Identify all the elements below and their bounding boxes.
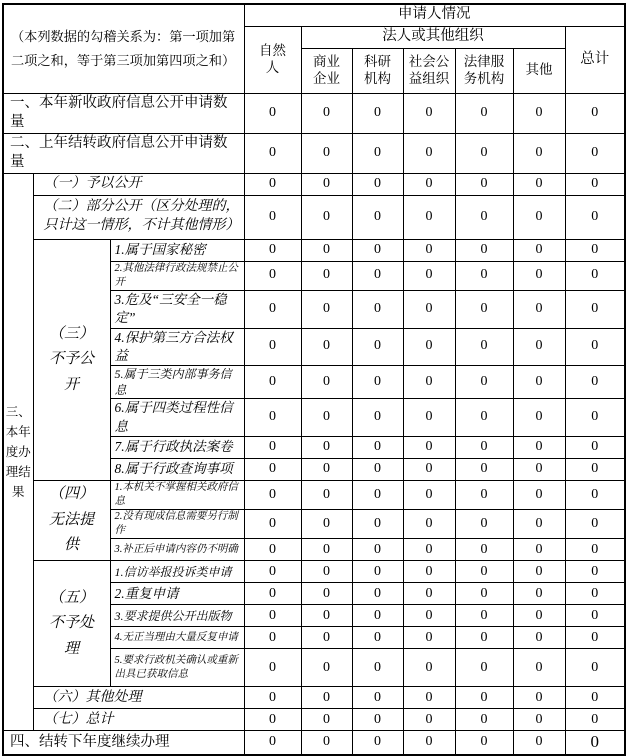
row-label-third-party-rights: 4.保护第三方合法权益 <box>110 328 244 365</box>
value-cell: 0 <box>352 195 403 239</box>
value-cell: 0 <box>455 436 513 458</box>
value-cell: 0 <box>244 399 301 436</box>
value-cell: 0 <box>565 195 625 239</box>
row-label-partially-disclosed: （二）部分公开（区分处理的，只计这一情形，不计其他情形） <box>33 195 244 239</box>
group-label-not-disclosed: （三）不予公开 <box>33 239 110 480</box>
value-cell: 0 <box>513 605 565 627</box>
value-cell: 0 <box>352 93 403 133</box>
value-cell: 0 <box>403 583 455 605</box>
value-cell: 0 <box>455 605 513 627</box>
value-cell: 0 <box>565 365 625 398</box>
value-cell: 0 <box>403 458 455 480</box>
value-cell: 0 <box>244 583 301 605</box>
table-row <box>3 133 625 173</box>
value-cell: 0 <box>455 649 513 687</box>
value-cell: 0 <box>301 687 352 709</box>
value-cell: 0 <box>301 173 352 195</box>
value-cell: 0 <box>244 605 301 627</box>
table-row <box>3 561 625 583</box>
value-cell: 0 <box>513 561 565 583</box>
value-cell: 0 <box>455 93 513 133</box>
value-cell: 0 <box>352 605 403 627</box>
value-cell: 0 <box>244 328 301 365</box>
value-cell: 0 <box>244 261 301 290</box>
value-cell: 0 <box>403 291 455 328</box>
value-cell: 0 <box>301 328 352 365</box>
value-cell: 0 <box>403 627 455 649</box>
value-cell: 0 <box>352 261 403 290</box>
value-cell: 0 <box>352 480 403 509</box>
value-cell: 0 <box>403 539 455 561</box>
value-cell: 0 <box>455 399 513 436</box>
value-cell: 0 <box>244 480 301 509</box>
value-cell: 0 <box>301 93 352 133</box>
value-cell: 0 <box>565 539 625 561</box>
value-cell: 0 <box>513 583 565 605</box>
value-cell: 0 <box>403 649 455 687</box>
value-cell: 0 <box>455 133 513 173</box>
value-cell: 0 <box>301 605 352 627</box>
value-cell: 0 <box>513 328 565 365</box>
value-cell: 0 <box>301 539 352 561</box>
value-cell: 0 <box>244 709 301 731</box>
value-cell: 0 <box>301 436 352 458</box>
value-cell: 0 <box>513 731 565 755</box>
value-cell: 0 <box>565 687 625 709</box>
value-cell: 0 <box>244 239 301 261</box>
value-cell: 0 <box>513 399 565 436</box>
table-row <box>3 93 625 133</box>
value-cell: 0 <box>565 291 625 328</box>
note-cell: （本列数据的勾稽关系为：第一项加第二项之和，等于第三项加第四项之和） <box>3 4 244 93</box>
row-label-confirm-or-reissue-info: 5.要求行政机关确认或重新出具已获取信息 <box>110 649 244 687</box>
value-cell: 0 <box>565 133 625 173</box>
value-cell: 0 <box>352 365 403 398</box>
value-cell: 0 <box>301 195 352 239</box>
value-cell: 0 <box>403 561 455 583</box>
value-cell: 0 <box>565 173 625 195</box>
value-cell: 0 <box>513 261 565 290</box>
value-cell: 0 <box>565 328 625 365</box>
table-row <box>3 687 625 709</box>
value-cell: 0 <box>565 605 625 627</box>
value-cell: 0 <box>565 627 625 649</box>
value-cell: 0 <box>455 510 513 539</box>
value-cell: 0 <box>352 709 403 731</box>
row-label-petition-complaint-requests: 1.信访举报投诉类申请 <box>110 561 244 583</box>
value-cell: 0 <box>565 399 625 436</box>
value-cell: 0 <box>301 510 352 539</box>
value-cell: 0 <box>352 731 403 755</box>
value-cell: 0 <box>455 583 513 605</box>
value-cell: 0 <box>403 133 455 173</box>
value-cell: 0 <box>244 627 301 649</box>
value-cell: 0 <box>352 399 403 436</box>
row-label-new-requests: 一、本年新收政府信息公开申请数量 <box>3 93 244 133</box>
value-cell: 0 <box>455 480 513 509</box>
header-row-1 <box>3 4 625 26</box>
value-cell: 0 <box>565 731 625 755</box>
group-label-unable-to-provide: （四）无法提供 <box>33 480 110 561</box>
value-cell: 0 <box>455 687 513 709</box>
table-row <box>3 709 625 731</box>
value-cell: 0 <box>352 687 403 709</box>
value-cell: 0 <box>301 365 352 398</box>
value-cell: 0 <box>352 561 403 583</box>
section-label-annual-results: 三、本年度办理结果 <box>3 173 33 731</box>
row-label-needs-separate-production: 2.没有现成信息需要另行制作 <box>110 510 244 539</box>
value-cell: 0 <box>513 173 565 195</box>
value-cell: 0 <box>403 399 455 436</box>
group-label-not-processed: （五）不予处理 <box>33 561 110 687</box>
value-cell: 0 <box>301 709 352 731</box>
value-cell: 0 <box>244 561 301 583</box>
value-cell: 0 <box>513 458 565 480</box>
value-cell: 0 <box>301 458 352 480</box>
value-cell: 0 <box>244 539 301 561</box>
value-cell: 0 <box>301 583 352 605</box>
value-cell: 0 <box>352 239 403 261</box>
value-cell: 0 <box>455 539 513 561</box>
value-cell: 0 <box>301 480 352 509</box>
value-cell: 0 <box>565 239 625 261</box>
row-label-repeated-requests: 2.重复申请 <box>110 583 244 605</box>
value-cell: 0 <box>352 436 403 458</box>
col-header-natural-person: 自然人 <box>244 26 301 93</box>
value-cell: 0 <box>513 480 565 509</box>
value-cell: 0 <box>513 539 565 561</box>
value-cell: 0 <box>403 239 455 261</box>
value-cell: 0 <box>455 365 513 398</box>
value-cell: 0 <box>513 627 565 649</box>
value-cell: 0 <box>244 731 301 755</box>
value-cell: 0 <box>301 561 352 583</box>
table-row <box>3 731 625 755</box>
value-cell: 0 <box>565 709 625 731</box>
value-cell: 0 <box>244 365 301 398</box>
value-cell: 0 <box>565 649 625 687</box>
table-row <box>3 195 625 239</box>
value-cell: 0 <box>455 328 513 365</box>
value-cell: 0 <box>403 261 455 290</box>
row-label-state-secret: 1.属于国家秘密 <box>110 239 244 261</box>
value-cell: 0 <box>513 239 565 261</box>
value-cell: 0 <box>455 731 513 755</box>
value-cell: 0 <box>455 561 513 583</box>
row-label-mass-repeated-requests: 4.无正当理由大量反复申请 <box>110 627 244 649</box>
value-cell: 0 <box>301 261 352 290</box>
value-cell: 0 <box>403 687 455 709</box>
row-label-process-info: 6.属于四类过程性信息 <box>110 399 244 436</box>
value-cell: 0 <box>565 480 625 509</box>
value-cell: 0 <box>513 291 565 328</box>
value-cell: 0 <box>352 583 403 605</box>
table-row <box>3 173 625 195</box>
value-cell: 0 <box>513 436 565 458</box>
col-header-commercial-enterprise: 商业企业 <box>301 48 352 93</box>
value-cell: 0 <box>513 365 565 398</box>
value-cell: 0 <box>513 649 565 687</box>
value-cell: 0 <box>352 291 403 328</box>
value-cell: 0 <box>455 627 513 649</box>
col-header-other: 其他 <box>513 48 565 93</box>
row-label-endanger-security-stability: 3.危及“三安全一稳定” <box>110 291 244 328</box>
value-cell: 0 <box>352 539 403 561</box>
row-label-administrative-inquiry: 8.属于行政查询事项 <box>110 458 244 480</box>
value-cell: 0 <box>244 687 301 709</box>
value-cell: 0 <box>301 399 352 436</box>
value-cell: 0 <box>403 605 455 627</box>
value-cell: 0 <box>513 133 565 173</box>
value-cell: 0 <box>301 731 352 755</box>
row-label-other-handling: （六）其他处理 <box>33 687 244 709</box>
disclosure-table <box>2 3 626 756</box>
value-cell: 0 <box>403 436 455 458</box>
value-cell: 0 <box>244 195 301 239</box>
value-cell: 0 <box>403 709 455 731</box>
row-label-subtotal: （七）总计 <box>33 709 244 731</box>
table-row <box>3 480 625 509</box>
value-cell: 0 <box>244 458 301 480</box>
value-cell: 0 <box>565 436 625 458</box>
value-cell: 0 <box>565 458 625 480</box>
value-cell: 0 <box>403 195 455 239</box>
value-cell: 0 <box>352 627 403 649</box>
row-label-carried-over-requests: 二、上年结转政府信息公开申请数量 <box>3 133 244 173</box>
row-label-disclosed: （一）予以公开 <box>33 173 244 195</box>
value-cell: 0 <box>244 291 301 328</box>
value-cell: 0 <box>244 173 301 195</box>
value-cell: 0 <box>403 365 455 398</box>
value-cell: 0 <box>352 133 403 173</box>
value-cell: 0 <box>455 709 513 731</box>
value-cell: 0 <box>513 709 565 731</box>
value-cell: 0 <box>455 458 513 480</box>
col-header-public-welfare-org: 社会公益组织 <box>403 48 455 93</box>
col-header-legal-service-org: 法律服务机构 <box>455 48 513 93</box>
value-cell: 0 <box>301 649 352 687</box>
value-cell: 0 <box>513 510 565 539</box>
value-cell: 0 <box>403 328 455 365</box>
value-cell: 0 <box>513 93 565 133</box>
value-cell: 0 <box>244 93 301 133</box>
value-cell: 0 <box>455 195 513 239</box>
value-cell: 0 <box>352 510 403 539</box>
row-label-published-materials-requests: 3.要求提供公开出版物 <box>110 605 244 627</box>
value-cell: 0 <box>565 261 625 290</box>
value-cell: 0 <box>455 291 513 328</box>
value-cell: 0 <box>455 261 513 290</box>
row-label-carried-to-next-year: 四、结转下年度继续办理 <box>3 731 244 755</box>
row-label-law-enforcement-files: 7.属于行政执法案卷 <box>110 436 244 458</box>
value-cell: 0 <box>301 291 352 328</box>
value-cell: 0 <box>352 458 403 480</box>
value-cell: 0 <box>244 649 301 687</box>
value-cell: 0 <box>301 239 352 261</box>
value-cell: 0 <box>565 93 625 133</box>
row-label-internal-affairs-info: 5.属于三类内部事务信息 <box>110 365 244 398</box>
value-cell: 0 <box>352 649 403 687</box>
col-header-total: 总计 <box>565 26 625 93</box>
value-cell: 0 <box>244 510 301 539</box>
value-cell: 0 <box>565 561 625 583</box>
value-cell: 0 <box>244 436 301 458</box>
value-cell: 0 <box>455 239 513 261</box>
col-header-research-institution: 科研机构 <box>352 48 403 93</box>
value-cell: 0 <box>565 583 625 605</box>
table-row <box>3 239 625 261</box>
value-cell: 0 <box>565 510 625 539</box>
value-cell: 0 <box>352 173 403 195</box>
value-cell: 0 <box>244 133 301 173</box>
row-label-still-unclear-after-correction: 3.补正后申请内容仍不明确 <box>110 539 244 561</box>
value-cell: 0 <box>403 173 455 195</box>
value-cell: 0 <box>403 480 455 509</box>
value-cell: 0 <box>513 687 565 709</box>
value-cell: 0 <box>352 328 403 365</box>
col-header-legal-org: 法人或其他组织 <box>301 26 565 48</box>
value-cell: 0 <box>403 731 455 755</box>
col-header-applicant-situation: 申请人情况 <box>244 4 625 26</box>
row-label-prohibited-by-law: 2.其他法律行政法规禁止公开 <box>110 261 244 290</box>
row-label-info-not-held: 1.本机关不掌握相关政府信息 <box>110 480 244 509</box>
value-cell: 0 <box>403 510 455 539</box>
value-cell: 0 <box>301 627 352 649</box>
value-cell: 0 <box>513 195 565 239</box>
value-cell: 0 <box>301 133 352 173</box>
value-cell: 0 <box>403 93 455 133</box>
value-cell: 0 <box>455 173 513 195</box>
